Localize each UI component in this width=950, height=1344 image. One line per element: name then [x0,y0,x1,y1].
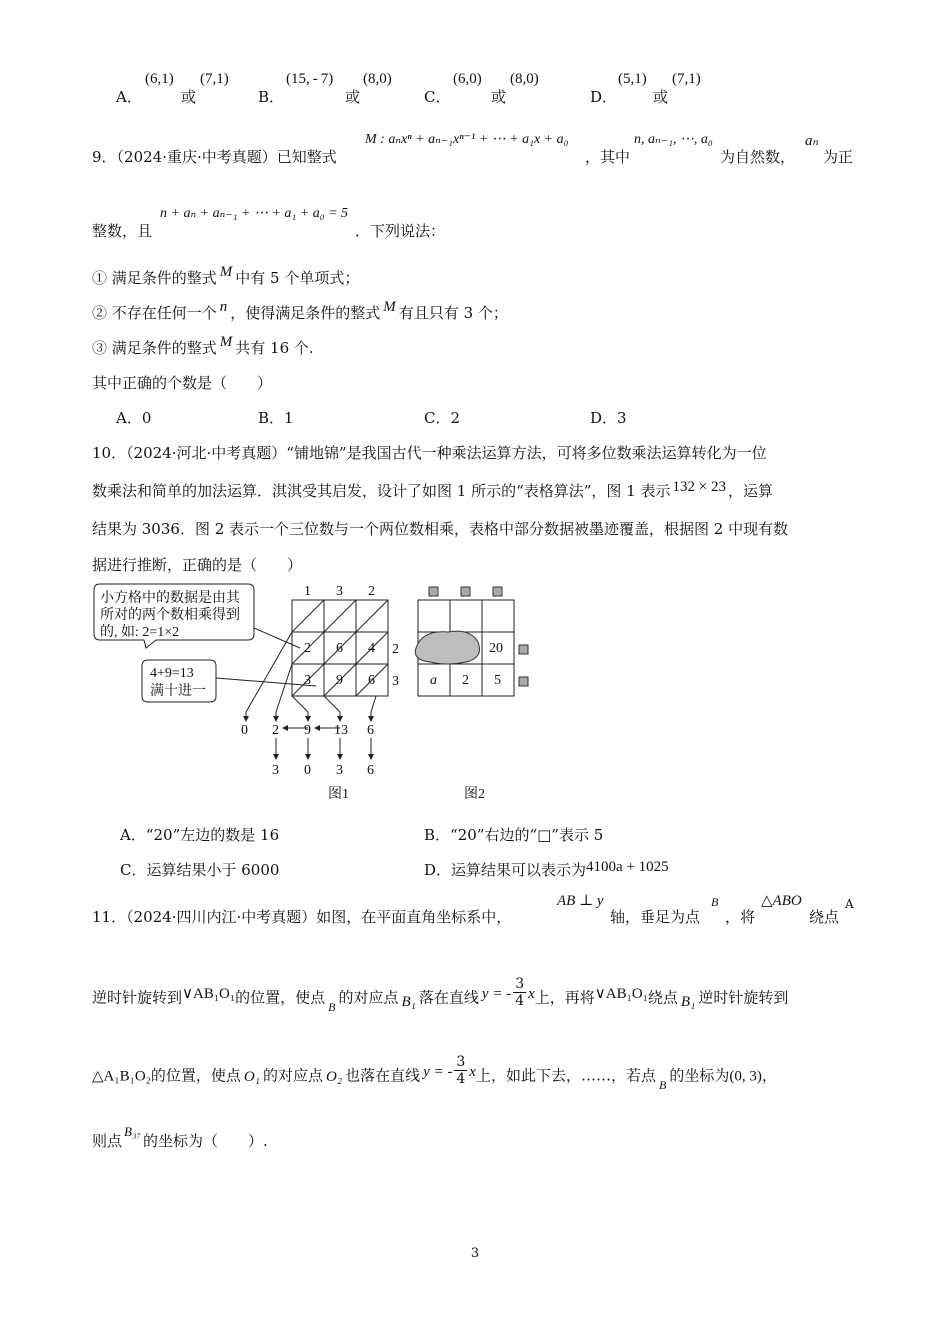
q9-s3-M: M [219,334,233,350]
q10-option-d-pre: D．运算结果可以表示为 [424,861,587,879]
q10-line2 [92,480,773,501]
q11-frac-num: 3 [515,976,525,992]
q9-option-b: B．1 [258,409,294,427]
q11-line4-b: 的坐标为（ ）. [143,1132,268,1150]
q10-line1: 10．（2024·河北·中考真题）“铺地锦”是我国古代一种乘法运算方法，可将多位数乘法运算转化为一位 [92,444,767,462]
q9-statement-2 [92,299,508,323]
q11-line4-a: 则点 [92,1132,123,1150]
q11-triangle-ABO: △ABO [761,893,802,909]
q11-line2-b: 的对应点 [338,988,399,1007]
q10-option-d [424,859,669,880]
q11-line1-pre: 11．（2024·四川内江·中考真题）如图，在平面直角坐标系中， [92,908,512,926]
q9-an: aₙ [805,133,819,149]
q11-fraction-2 [454,1054,467,1087]
fig1-cell-r2c3: 6 [368,673,375,688]
q8-option-c-point1: (6,0) [453,71,482,87]
q8-option-c-or: 或 [491,88,507,106]
q9-line2-end: ．下列说法： [355,222,446,240]
q11-line3-O2: O₂ [326,1068,343,1085]
q8-option-b-label: B． [258,88,285,106]
fig1-cell-r1c1: 2 [304,641,311,656]
q10-option-b: B．“20”右边的“□”表示 5 [424,826,604,844]
fig1-caption: 图1 [328,787,349,802]
q11-line3-e: 的坐标为 [669,1066,730,1085]
fig1-top-digit-3: 2 [368,584,375,599]
callout2-line1: 4+9=13 [150,666,194,681]
q9-s2-pre: ② 不存在任何一个 [92,304,217,322]
fig1-cell-r2c1: 3 [304,673,311,688]
q11-point-A: A [845,897,854,911]
fig1-cell-r2c2: 9 [336,673,343,688]
fig1-result-2: 0 [304,763,311,778]
fig1-sum-4: 13 [334,723,348,738]
fig2-cell-20: 20 [489,641,503,656]
q11-line3-B: B [658,1077,667,1092]
q9-statement-1 [92,264,360,288]
q9-s2-post: 有且只有 3 个； [398,304,508,322]
q10-option-c: C．运算结果小于 6000 [120,861,280,879]
callout2-pointer [216,678,316,686]
q11-frac-num-2: 3 [456,1054,466,1070]
q10-figure [86,578,546,808]
q11-line2-f: 逆时针旋转到 [698,988,789,1007]
q11-ab-perp-y: AB ⊥ y [557,893,604,909]
q11-line2 [92,976,789,1015]
fig1-right-digit-1: 2 [392,642,399,657]
q11-line4-B37: B₃₇ [124,1124,141,1139]
fig2-cell-2: 2 [462,673,469,688]
q8-option-c-point2: (8,0) [510,71,539,87]
q10-line3: 结果为 3036．图 2 表示一个三位数与一个两位数相乘，表格中部分数据被墨迹覆盖，根据图 2 中现有数 [92,520,789,538]
fig1-top-digit-2: 3 [336,584,343,599]
q10-option-d-math: 4100a + 1025 [586,859,669,875]
q9-s2-mid: ，使得满足条件的整式 [230,304,381,322]
fig2-cell-a: a [430,673,437,688]
callout2-line2: 满十进一 [150,684,206,699]
q11-line1-mid: 轴，垂足为点 [610,908,701,926]
q8-option-b-or: 或 [345,88,361,106]
q9-statement-3 [92,334,314,358]
q11-line3-d: 上，如此下去，……，若点 [475,1066,656,1085]
q10-option-a: A．“20”左边的数是 16 [120,826,280,844]
q9-question: 其中正确的个数是（ ） [92,374,273,392]
fig1-result-1: 3 [272,763,279,778]
fig2-caption: 图2 [464,787,485,802]
q8-option-d-or: 或 [653,88,669,106]
q11-line2-B1-b: B₁ [680,993,696,1010]
q8-option-a-or: 或 [181,88,197,106]
q10-line2-pre: 数乘法和简单的加法运算．淇淇受其启发，设计了如图 1 所示的“表格算法”，图 1 表示 [92,482,671,500]
q9-text-natural: 为自然数， [720,148,796,166]
fig1-right-digit-2: 3 [392,674,399,689]
q8-option-d-label: D． [590,88,618,106]
fig1-cell-r1c2: 6 [336,641,343,656]
q9-text-weizheng: 为正 [823,148,854,166]
q9-sum-expression: n + aₙ + aₙ₋₁ + ⋯ + a₁ + a₀ = 5 [160,206,349,221]
q9-s2-M: M [383,299,396,315]
q9-s1-pre: ① 满足条件的整式 [92,269,217,287]
q9-s1-M: M [219,264,233,280]
q9-intro: 9．（2024·重庆·中考真题）已知整式 [92,148,337,166]
q11-line2-B: B [328,999,336,1014]
callout1-line3: 的, 如: 2=1×2 [100,625,180,640]
q11-fraction [513,976,526,1009]
ink-blot [415,631,479,664]
q11-line2-B1: B₁ [401,993,416,1010]
q11-frac-den: 4 [515,993,525,1009]
fig1-top-digit-1: 1 [304,584,311,599]
q9-coefficients: n, aₙ₋₁, ⋯, a₀ [634,132,713,147]
fig1-result-3: 3 [336,763,343,778]
fig1-cell-r1c3: 4 [368,641,375,656]
q11-jiang: ，将 [725,908,756,926]
q9-polynomial: M : aₙxⁿ + aₙ₋₁xⁿ⁻¹ + ⋯ + a₁x + a₀ [365,132,569,147]
q11-line3-c: 也落在直线 [345,1066,421,1085]
q11-frac-den-2: 4 [456,1071,466,1087]
fig1-result-4: 6 [367,763,374,778]
q11-triangle-AB1O1: ∨AB₁O₁ [182,985,236,1002]
q8-option-d-point2: (7,1) [672,71,701,87]
q10-line2-math: 132 × 23 [672,479,726,495]
q9-s1-post: 中有 5 个单项式； [235,269,360,287]
q9-option-d: D．3 [590,409,627,427]
fig1-sum-2: 2 [272,723,279,738]
q8-option-a-point1: (6,1) [145,71,174,87]
q11-triangle-AB1O1-b: ∨AB₁O₁ [594,985,648,1002]
q8-option-d-point1: (5,1) [618,71,647,87]
q11-line3 [92,1054,777,1093]
q10-line4: 据进行推断，正确的是（ ） [92,556,303,574]
fig1-sum-1: 0 [241,723,248,738]
page-number: 3 [470,1246,480,1261]
q11-triangle-A1B1O2: △A₁B₁O₂ [92,1068,151,1085]
q11-line2-pre: 逆时针旋转到 [92,988,183,1007]
q8-option-c-label: C． [424,88,451,106]
q11-line2-a: 的位置，使点 [235,988,326,1007]
q11-line3-a: 的位置，使点 [150,1066,241,1085]
q11-line3-O1: O₁ [243,1068,260,1085]
q11-line3-f: ， [761,1066,777,1085]
q11-line2-c: 落在直线 [418,988,479,1007]
callout1-line2: 所对的两个数相乘得到 [100,608,240,623]
q11-line3-coord: (0, 3) [729,1068,762,1085]
q9-s2-n: n [219,299,228,315]
fig1-sum-5: 6 [367,723,374,738]
q9-option-c: C．2 [424,409,461,427]
fig2-cell-5: 5 [494,673,501,688]
q11-line3-b: 的对应点 [262,1066,323,1085]
q8-option-b-point2: (8,0) [363,71,392,87]
q8-option-b-point1: (15, - 7) [286,71,334,87]
q11-line2-y-eq: y = - [481,985,512,1002]
q9-line2-start: 整数，且 [92,222,153,240]
q11-line2-e: 绕点 [647,988,678,1007]
q8-option-a-label: A． [116,88,142,106]
q11-line3-y-eq: y = - [423,1063,453,1080]
q11-line2-x: x [528,985,535,1002]
q11-line2-d: 上，再将 [534,988,595,1007]
q11-line3-x: x [469,1063,476,1080]
callout1-line1: 小方格中的数据是由其 [100,591,240,606]
q11-point-B: B [711,895,719,909]
q11-line4 [92,1124,268,1151]
q8-option-a-point2: (7,1) [200,71,229,87]
q9-s3-post: 共有 16 个. [235,339,314,357]
q10-line2-post: ，运算 [727,482,773,500]
q9-option-a: A．0 [116,409,152,427]
q11-raodian: 绕点 [809,908,840,926]
q9-text-qizhong: ，其中 [585,148,631,166]
q9-s3-pre: ③ 满足条件的整式 [92,339,217,357]
fig1-sum-3: 9 [304,723,311,738]
